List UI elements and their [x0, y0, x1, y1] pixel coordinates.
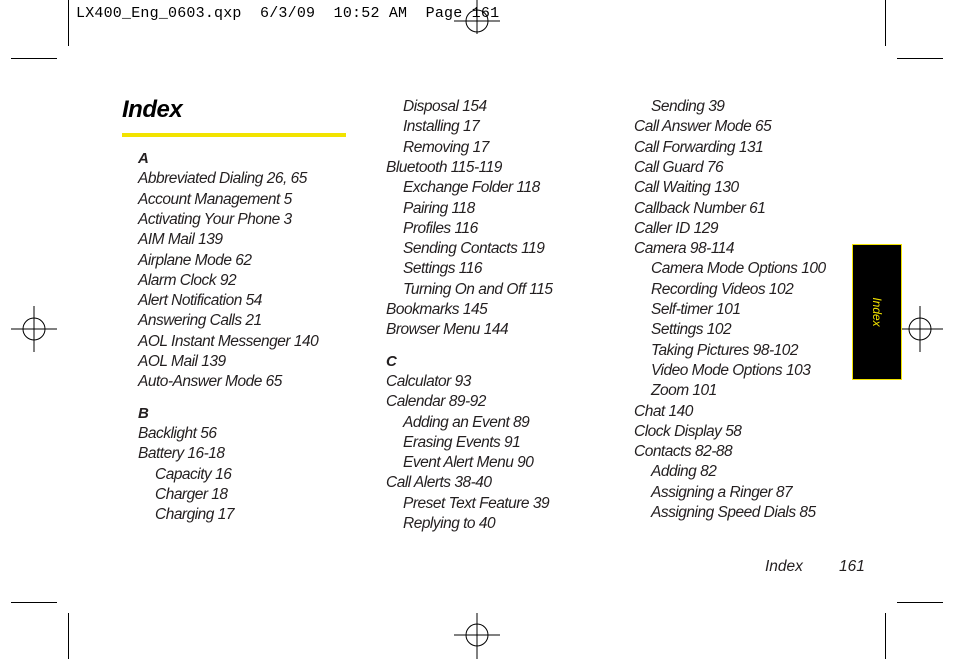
title-underline — [122, 133, 346, 137]
index-entry: Call Alerts 38-40 — [386, 474, 492, 492]
index-entry: Alarm Clock 92 — [138, 271, 237, 289]
section-tab — [852, 244, 902, 380]
footer-section: Index — [765, 558, 803, 575]
index-entry: Contacts 82-88 — [634, 443, 733, 461]
index-entry: Answering Calls 21 — [138, 312, 262, 330]
index-subentry: Adding an Event 89 — [403, 413, 530, 431]
registration-mark-left — [11, 306, 57, 352]
index-entry: Clock Display 58 — [634, 422, 742, 440]
index-entry: Account Management 5 — [138, 190, 292, 208]
index-subentry: Installing 17 — [403, 118, 480, 136]
index-subentry: Taking Pictures 98-102 — [651, 341, 798, 359]
index-subentry: Sending 39 — [651, 98, 725, 115]
crop-mark — [885, 613, 886, 659]
crop-mark — [11, 602, 57, 603]
index-entry: Battery 16-18 — [138, 445, 225, 463]
crop-mark — [897, 58, 943, 59]
index-entry: Chat 140 — [634, 402, 693, 420]
index-subentry: Settings 102 — [651, 321, 732, 339]
page-number: 161 — [839, 558, 865, 575]
index-subentry: Self-timer 101 — [651, 301, 741, 318]
index-subentry: Assigning Speed Dials 85 — [651, 504, 816, 521]
index-subentry: Pairing 118 — [403, 199, 475, 217]
index-subentry: Capacity 16 — [155, 465, 232, 483]
index-entry: Call Waiting 130 — [634, 179, 739, 197]
registration-mark-top — [454, 0, 500, 46]
index-entry: AIM Mail 139 — [138, 231, 223, 249]
crop-mark — [11, 58, 57, 59]
index-entry: AOL Instant Messenger 140 — [138, 332, 319, 350]
index-entry: Calculator 93 — [386, 372, 471, 390]
index-subentry: Camera Mode Options 100 — [651, 260, 826, 278]
crop-mark — [68, 0, 69, 46]
index-subentry: Turning On and Off 115 — [403, 280, 553, 298]
index-subentry: Charger 18 — [155, 485, 228, 503]
index-entry: Caller ID 129 — [634, 219, 718, 237]
crop-mark — [68, 613, 69, 659]
index-entry: Browser Menu 144 — [386, 321, 509, 339]
index-subentry: Settings 116 — [403, 260, 483, 278]
index-letter-heading: A — [138, 150, 149, 167]
index-subentry: Charging 17 — [155, 506, 234, 524]
index-subentry: Preset Text Feature 39 — [403, 494, 550, 512]
index-entry: Calendar 89-92 — [386, 393, 486, 411]
index-entry: Bluetooth 115-119 — [386, 158, 502, 176]
index-entry: Callback Number 61 — [634, 199, 766, 217]
index-entry: Call Guard 76 — [634, 158, 724, 176]
index-entry: Abbreviated Dialing 26, 65 — [138, 170, 307, 188]
index-subentry: Replying to 40 — [403, 515, 496, 532]
index-subentry: Recording Videos 102 — [651, 280, 794, 298]
index-subentry: Disposal 154 — [403, 98, 487, 115]
index-entry: Camera 98-114 — [634, 240, 735, 258]
index-entry: Auto-Answer Mode 65 — [138, 373, 282, 391]
index-subentry: Video Mode Options 103 — [651, 361, 811, 379]
crop-mark — [897, 602, 943, 603]
section-tab-label: Index — [870, 297, 884, 327]
index-subentry: Assigning a Ringer 87 — [651, 483, 793, 501]
index-entry: Airplane Mode 62 — [138, 251, 252, 269]
index-letter-heading: C — [386, 352, 397, 370]
index-entry: Call Forwarding 131 — [634, 138, 764, 156]
index-letter-heading: B — [138, 404, 149, 422]
printer-slug: LX400_Eng_0603.qxp 6/3/09 10:52 AM Page 161 — [76, 5, 500, 22]
index-subentry: Adding 82 — [651, 463, 717, 481]
registration-mark-right — [897, 306, 943, 352]
index-subentry: Event Alert Menu 90 — [403, 454, 534, 472]
index-entry: Backlight 56 — [138, 424, 217, 442]
registration-mark-bottom — [454, 613, 500, 659]
index-subentry: Removing 17 — [403, 138, 489, 156]
crop-mark — [885, 0, 886, 46]
index-entry: Call Answer Mode 65 — [634, 118, 772, 136]
index-entry: Bookmarks 145 — [386, 301, 488, 318]
index-subentry: Sending Contacts 119 — [403, 240, 545, 258]
index-entry: AOL Mail 139 — [138, 353, 226, 370]
index-entry: Activating Your Phone 3 — [138, 210, 292, 228]
index-subentry: Exchange Folder 118 — [403, 179, 540, 197]
index-subentry: Profiles 116 — [403, 219, 478, 237]
index-subentry: Erasing Events 91 — [403, 433, 521, 451]
page-title: Index — [122, 96, 183, 123]
index-subentry: Zoom 101 — [651, 382, 717, 400]
index-entry: Alert Notification 54 — [138, 292, 262, 310]
